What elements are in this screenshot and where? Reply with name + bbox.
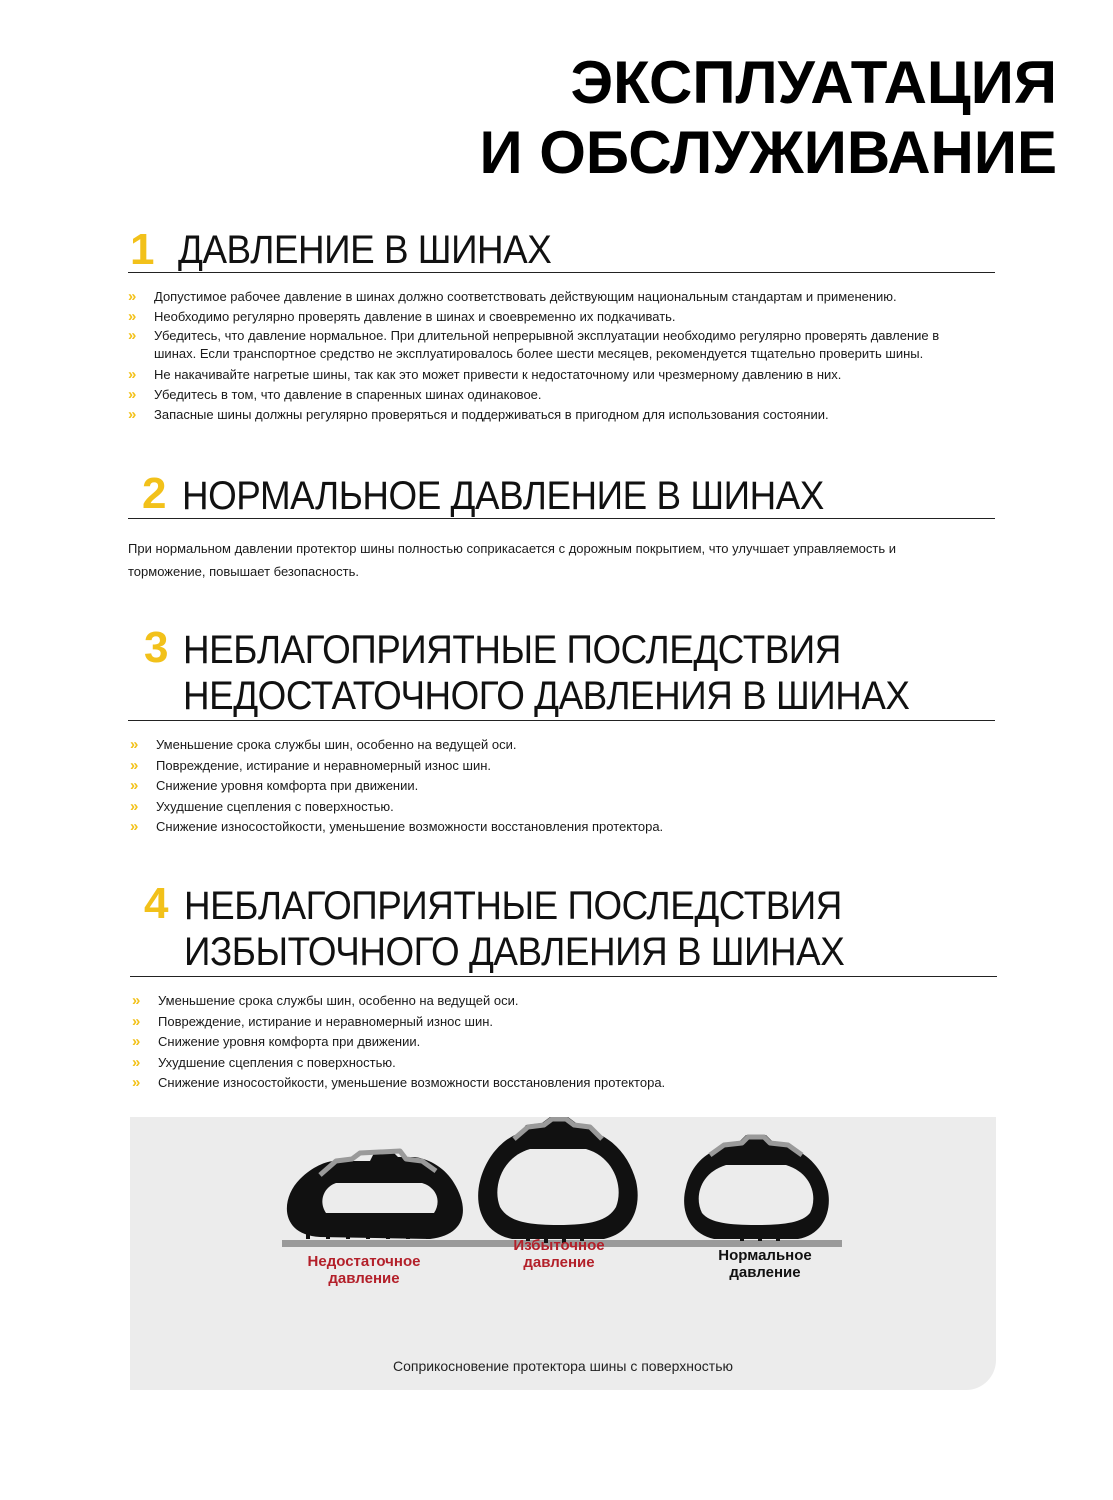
bullet-marker: » <box>130 756 137 774</box>
bullet-marker: » <box>130 736 137 753</box>
section-tire-pressure <box>128 222 995 425</box>
bullet-marker: » <box>128 288 135 305</box>
section-number: 4 <box>144 879 169 928</box>
bullet-marker: » <box>132 1033 139 1050</box>
list-item-text: Повреждение, истирание и неравномерный износ шин. <box>158 1013 493 1029</box>
page-title <box>479 48 1057 188</box>
list-item-text: Запасные шины должны регулярно проверяться и поддерживаться в пригодном для использования состоянии. <box>154 407 829 422</box>
list-item <box>128 327 984 363</box>
bullet-marker: » <box>132 992 139 1009</box>
bullet-marker: » <box>128 386 135 403</box>
list-item-text: Необходимо регулярно проверять давление в шинах и своевременно их подкачивать. <box>154 309 676 324</box>
bullet-marker: » <box>128 366 135 383</box>
list-item <box>128 405 994 425</box>
section-title-line1: НЕБЛАГОПРИЯТНЫЕ ПОСЛЕДСТВИЯ <box>184 884 842 928</box>
underinflated-label-line2: давление <box>328 1270 400 1287</box>
section-normal-pressure <box>128 468 995 583</box>
bullet-list <box>128 287 995 425</box>
bullet-marker: » <box>130 797 137 815</box>
list-item-text: Уменьшение срока службы шин, особенно на ведущей оси. <box>156 737 517 752</box>
bullet-list <box>130 991 997 1094</box>
section-header <box>130 880 997 977</box>
list-item <box>132 1032 997 1053</box>
overinflated-label-line2: давление <box>523 1254 595 1271</box>
list-item <box>128 307 994 327</box>
list-item-text: Снижение износостойкости, уменьшение возможности восстановления протектора. <box>158 1075 666 1090</box>
bullet-marker: » <box>132 1053 139 1071</box>
tire-contact-illustration <box>130 1117 996 1390</box>
section-title-line1: НЕБЛАГОПРИЯТНЫЕ ПОСЛЕДСТВИЯ <box>183 628 841 672</box>
section-number: 3 <box>144 623 169 672</box>
list-item <box>130 776 995 797</box>
page-title-line1: ЭКСПЛУАТАЦИЯ <box>570 49 1057 116</box>
list-item-text: Повреждение, истирание и неравномерный износ шин. <box>156 757 491 773</box>
list-item <box>132 1053 997 1074</box>
bullet-marker: » <box>130 818 137 835</box>
section-header <box>128 624 995 721</box>
list-item-text: Снижение уровня комфорта при движении. <box>156 778 419 793</box>
page-title-line2: И ОБСЛУЖИВАНИЕ <box>479 119 1057 186</box>
section-title-line2: ИЗБЫТОЧНОГО ДАВЛЕНИЯ В ШИНАХ <box>184 930 845 974</box>
list-item <box>130 817 995 838</box>
normal-label-line2: давление <box>729 1264 801 1281</box>
bullet-marker: » <box>128 308 135 325</box>
section-title-line2: НЕДОСТАТОЧНОГО ДАВЛЕНИЯ В ШИНАХ <box>183 674 910 718</box>
list-item-text: Ухудшение сцепления с поверхностью. <box>156 798 394 814</box>
list-item <box>130 735 995 756</box>
section-underinflation <box>128 624 995 838</box>
overinflated-tire-icon <box>478 1117 638 1243</box>
list-item <box>130 797 995 818</box>
section-header <box>128 222 995 273</box>
normal-label-line1: Нормальное <box>718 1247 812 1264</box>
bullet-marker: » <box>132 1074 139 1091</box>
overinflated-label <box>494 1237 624 1271</box>
bullet-list <box>128 735 995 838</box>
list-item <box>130 756 995 777</box>
list-item-text: Не накачивайте нагретые шины, так как это может привести к недостаточному или чрезмерному давлению в них. <box>154 367 842 382</box>
list-item-text: Снижение износостойкости, уменьшение возможности восстановления протектора. <box>156 819 664 834</box>
bullet-marker: » <box>130 777 137 794</box>
underinflated-label-line1: Недостаточное <box>307 1253 421 1270</box>
section-paragraph: При нормальном давлении протектор шины полностью соприкасается с дорожным покрытием, что улучшает управляемость и торможение, повышает безопасность. <box>128 541 896 579</box>
bullet-marker: » <box>128 406 135 423</box>
list-item-text: Ухудшение сцепления с поверхностью. <box>158 1054 396 1070</box>
underinflated-label <box>290 1253 438 1287</box>
section-overinflation <box>130 880 997 1094</box>
list-item-text: Убедитесь, что давление нормальное. При длительной непрерывной эксплуатации необходимо регулярно проверять давление в шинах. Если транспортное средство не эксплуатировалось более шести месяцев, рекомендуется тщательно проверить шины. <box>154 328 940 361</box>
list-item-text: Уменьшение срока службы шин, особенно на ведущей оси. <box>158 993 519 1008</box>
underinflated-tire-icon <box>287 1151 463 1239</box>
bullet-marker: » <box>128 327 135 344</box>
section-number: 2 <box>142 469 167 518</box>
list-item <box>132 991 997 1012</box>
section-title: ДАВЛЕНИЕ В ШИНАХ <box>178 228 552 272</box>
normal-label <box>700 1247 830 1281</box>
list-item <box>132 1012 997 1033</box>
section-number: 1 <box>130 225 155 274</box>
illustration-caption: Соприкосновение протектора шины с поверхностью <box>392 1358 734 1374</box>
list-item <box>128 365 994 385</box>
list-item-text: Убедитесь в том, что давление в спаренных шинах одинаковое. <box>154 387 542 402</box>
bullet-marker: » <box>132 1012 139 1030</box>
list-item <box>128 287 994 307</box>
list-item-text: Снижение уровня комфорта при движении. <box>158 1034 421 1049</box>
section-title: НОРМАЛЬНОЕ ДАВЛЕНИЕ В ШИНАХ <box>182 474 824 518</box>
list-item <box>128 385 994 405</box>
section-header <box>128 468 995 519</box>
list-item <box>132 1073 997 1094</box>
overinflated-label-line1: Избыточное <box>513 1237 605 1254</box>
normal-tire-icon <box>684 1135 829 1241</box>
list-item-text: Допустимое рабочее давление в шинах должно соответствовать действующим национальным стандартам и применению. <box>154 289 897 304</box>
